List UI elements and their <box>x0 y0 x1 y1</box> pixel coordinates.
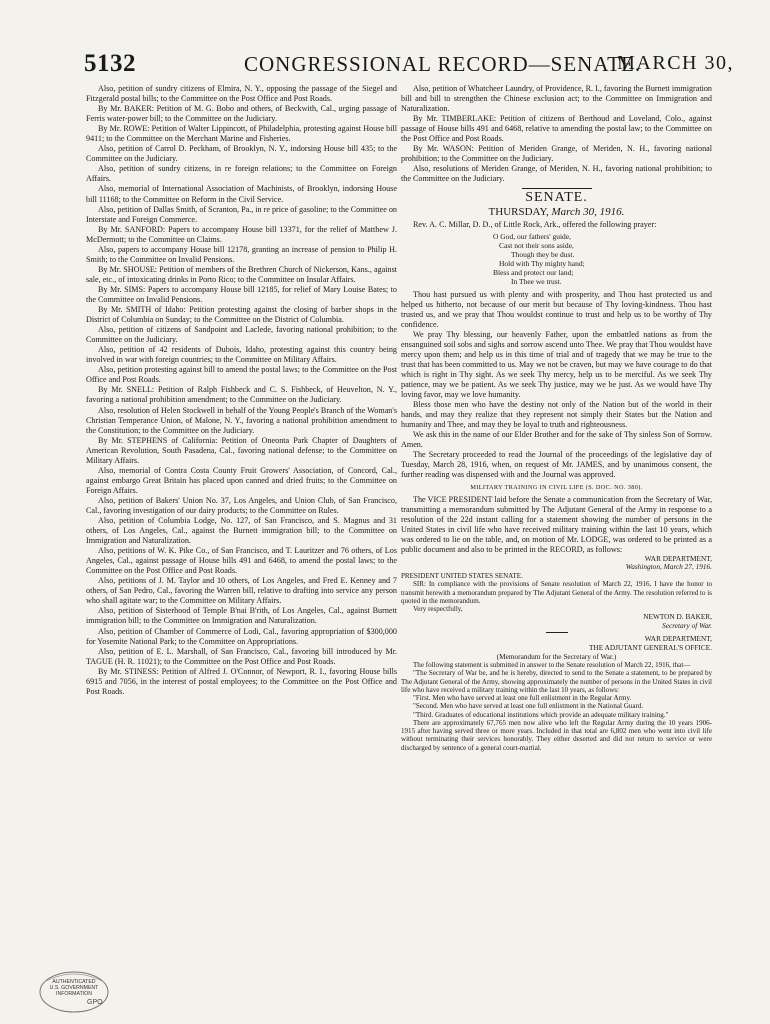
memo-office: THE ADJUTANT GENERAL'S OFFICE. <box>588 643 712 653</box>
petition-paragraph: Also, papers to accompany House bill 12178, granting an increase of pension to Philip H. Smith; to the Committee on Invalid Pensions. <box>86 244 397 264</box>
letter-signer-title <box>401 622 712 631</box>
memo-line: "Second. Men who have served at least one full enlistment in the National Guard. <box>413 702 644 711</box>
prayer-paragraph: We pray Thy blessing, our heavenly Father, upon the embattled nations as from the ensanguined soil sobs and sighs and sorrow ascend unto Thee. We pray that Thou wouldst have mercy upon them; and help us in this time of trial and of tragedy that we may be true to the trust that has been committed to us. May we not be craven, but may we have courage to do that which is right in Thy sight. As we seek Thy mercy, help us to be merciful. As we seek Thy patience, may we be patient. As we seek Thy justice, may we be just. As we would have Thy loving favor, may we love humanity. <box>401 329 712 400</box>
right-column <box>401 84 712 752</box>
verse-line: Hold with Thy mighty hand; <box>499 258 585 268</box>
senate-heading: SENATE. <box>525 190 588 206</box>
petition-paragraph: By Mr. SNELL: Petition of Ralph Fishbeck and C. S. Fishbeck, of Heuvelton, N. Y., favoring a national prohibition amendment; to the Committee on the Judiciary. <box>86 385 397 405</box>
petition-paragraph: Also, petition of sundry citizens, in re foreign relations; to the Committee on Foreign Affairs. <box>86 164 397 184</box>
seal-text: AUTHENTICATED U.S. GOVERNMENT INFORMATION <box>49 979 99 997</box>
letter-closing: Very respectfully, <box>413 605 463 614</box>
petition-paragraph: Also, petition of E. L. Marshall, of San Francisco, Cal., favoring bill introduced by Mr. TAGUE (H. R. 11021); to the Committee on the Post Office and Post Roads. <box>86 646 397 666</box>
petition-paragraph: By Mr. BAKER: Petition of M. G. Bobo and others, of Beckwith, Cal., urging passage of Ferris water-power bill; to the Committee on the Judiciary. <box>86 104 397 124</box>
prayer-paragraph: Bless those men who have the destiny not only of the Nation but of the world in their hands, and may they realize that they represent not simply their States but the Nation and humanity and Thee, and may they be loyal to truth and righteousness. <box>401 400 712 430</box>
verse-line: O God, our fathers' guide, <box>493 231 571 241</box>
petition-paragraph: Also, petition of Chamber of Commerce of Lodi, Cal., favoring appropriation of $300,000 for Yosemite National Park; to the Committee on Appropriations. <box>86 626 397 646</box>
petition-paragraph: By Mr. STEPHENS of California: Petition of Oneonta Park Chapter of Daughters of American Revolution, South Pasadena, Cal., favoring national defense; to the Committee on Military Affairs. <box>86 435 397 465</box>
petition-paragraph: By Mr. SMITH of Idaho: Petition protesting against the closing of barber shops in the District of Columbia on Sunday; to the Committee on the District of Columbia. <box>86 305 397 325</box>
prayer-paragraph: We ask this in the name of our Elder Brother and for the sake of Thy sinless Son of Sorrow. Amen. <box>401 430 712 450</box>
page-header <box>84 44 734 82</box>
letter-department: WAR DEPARTMENT, <box>644 553 712 563</box>
hymn-verse <box>493 232 712 286</box>
session-weekday: THURSDAY, <box>488 205 552 218</box>
journal-paragraph: The Secretary proceeded to read the Journal of the proceedings of the legislative day of Tuesday, March 28, 1916, when, on request of Mr. JAMES, and by unanimous consent, the further reading was dispensed with and the Journal was approved. <box>401 450 712 480</box>
petition-paragraph: By Mr. SANFORD: Papers to accompany House bill 13371, for the relief of Matthew J. McDermott; to the Committee on Claims. <box>86 224 397 244</box>
petition-paragraph: Also, memorial of International Association of Machinists, of Brooklyn, indorsing House bill 11168; to the Committee on Reform in the Civil Service. <box>86 184 397 204</box>
petition-paragraph: Also, petition of sundry citizens of Elmira, N. Y., opposing the passage of the Siegel and Fitzgerald postal bills; to the Committee on the Post Office and Post Roads. <box>86 84 397 104</box>
letter-body: SIR: In compliance with the provisions of Senate resolution of March 22, 1916, I have the honor to transmit herewith a memorandum prepared by The Adjutant General of the Army. The resolution referred to is quoted in the memorandum. <box>401 580 712 605</box>
prayer-paragraph: Thou hast pursued us with plenty and with prosperity, and Thou hast protected us and helped us hitherto, not because of our merit but because of Thy loving-kindness. Thou hast trusted us, and we pray that Thou wouldst continue to trust and help us to be worthy of Thy confidence. <box>401 289 712 329</box>
session-date <box>401 207 712 217</box>
letter-divider <box>546 632 568 633</box>
memo-line: There are approximately 67,765 men now alive who left the Regular Army during the 10 years 1906-1915 after having served three or more years. Included in that total are 6,802 men who went into civil life without terminating their services honorably. They either deserted and did not return to service or were discharged by sentence of a general court-martial. <box>401 718 712 752</box>
memo-title: (Memorandum for the Secretary of War.) <box>496 651 617 661</box>
memo-department: WAR DEPARTMENT, <box>644 634 712 644</box>
letter-place-date-text: Washington, March 27, 1916. <box>625 562 712 572</box>
secretary-letter <box>401 555 712 631</box>
adjutant-memorandum <box>401 635 712 752</box>
petition-paragraph: By Mr. TIMBERLAKE: Petition of citizens of Berthoud and Loveland, Colo., against passage of House bills 491 and 6468, relative to amending the postal law; to the Committee on the Post Office and Post Roads. <box>401 114 712 144</box>
petition-paragraph: Also, petitions of W. K. Pike Co., of San Francisco, and T. Lauritzer and 76 others, of Los Angeles, Cal., against passage of House bills 491 and 6468, to amend the postal laws; to the Committee on the Post Office and Post Roads. <box>86 546 397 576</box>
petition-paragraph: Also, resolutions of Meriden Grange, of Meriden, N. H., favoring national prohibition; to the Committee on the Judiciary. <box>401 164 712 184</box>
verse-line: Though they be dust. <box>511 249 575 259</box>
verse-line: Bless and protect our land; <box>493 267 574 277</box>
memo-line: The following statement is submitted in answer to the Senate resolution of March 22, 1916, that— <box>413 661 691 670</box>
gpo-mark: GPO <box>87 999 103 1006</box>
memo-line: "The Secretary of War be, and he is hereby, directed to send to the Senate a statement, to be prepared by The Adjutant General of the Army, showing approximately the number of persons in the United States in civil life who have received a military training within the last 10 years, as follows: <box>401 669 712 694</box>
session-date-italic: March 30, 1916. <box>551 205 625 218</box>
petition-paragraph: By Mr. WASON: Petition of Meriden Grange, of Meriden, N. H., favoring national prohibition; to the Committee on the Judiciary. <box>401 144 712 164</box>
petition-paragraph: Also, petition of Whatcheer Laundry, of Providence, R. I., favoring the Burnett immigration bill and bill to strengthen the Chinese exclusion act; to the Committee on Immigration and Naturalization. <box>401 84 712 114</box>
memo-line: "Third. Graduates of educational institutions which provide an adequate military training." <box>413 710 669 719</box>
petition-paragraph: By Mr. ROWE: Petition of Walter Lippincott, of Philadelphia, protesting against House bill 9411; to the Committee on the Merchant Marine and Fisheries. <box>86 124 397 144</box>
petition-paragraph: Also, petition of Carrol D. Peckham, of Brooklyn, N. Y., indorsing House bill 435; to the Committee on the Judiciary. <box>86 144 397 164</box>
petition-paragraph: Also, resolution of Helen Stockwell in behalf of the Young People's Branch of the Woman's Christian Temperance Union, of Malone, N. Y., favoring a national prohibition amendment to the Constitution; to the Committee on the Judiciary. <box>86 405 397 435</box>
petition-paragraph: Also, petition of 42 residents of Dubois, Idaho, protesting against this country being involved in war with foreign countries; to the Committee on Military Affairs. <box>86 345 397 365</box>
letter-signer: NEWTON D. BAKER, <box>643 612 712 622</box>
verse-line: Cast not their sons aside, <box>499 240 574 250</box>
memo-line: "First. Men who have served at least one full enlistment in the Regular Army. <box>413 694 632 703</box>
petition-paragraph: Also, petition of Sisterhood of Temple B'nai B'rith, of Los Angeles, Cal., against Burnett immigration bill; to the Committee on Immigration and Naturalization. <box>86 606 397 626</box>
left-column <box>86 84 397 697</box>
petition-paragraph: Also, petition of Bakers' Union No. 37, Los Angeles, and Union Club, of San Francisco, Cal., favoring investigation of our dairy products; to the Committee on Rules. <box>86 495 397 515</box>
petition-paragraph: Also, memorial of Contra Costa County Fruit Growers' Association, of Concord, Cal., against embargo Great Britain has placed upon canned and dried fruits; to the Committee on Foreign Affairs. <box>86 465 397 495</box>
vice-president-paragraph: The VICE PRESIDENT laid before the Senate a communication from the Secretary of War, transmitting a memorandum submitted by The Adjutant General of the Army in response to a resolution of the 22d instant calling for a statement showing the number of persons in the United States in civil life who have received military training within the last 10 years, which was ordered to lie on the table, and, on motion of Mr. LODGE, was ordered to be printed as a public document and also to be printed in the RECORD, as follows: <box>401 494 712 554</box>
letter-signer-title-text: Secretary of War. <box>662 620 712 630</box>
header-date: MARCH 30, <box>617 52 734 74</box>
petition-paragraph: By Mr. SHOUSE: Petition of members of the Brethren Church of Nickerson, Kans., against sale, etc., of intoxicating drinks in Porto Rico; to the Committee on Insular Affairs. <box>86 264 397 284</box>
petition-paragraph: Also, petitions of J. M. Taylor and 10 others, of Los Angeles, and Fred E. Kenney and 7 others, of San Pedro, Cal., favoring the Warren bill, relative to drafting into service any person who shall agitate war; to the Committee on Military Affairs. <box>86 576 397 606</box>
petition-paragraph: Also, petition of Columbia Lodge, No. 127, of San Francisco, and S. Magnus and 31 others, of Los Angeles, Cal., against the Burnett immigration bill; to the Committee on Immigration and Naturalization. <box>86 516 397 546</box>
petition-paragraph: Also, petition of Dallas Smith, of Scranton, Pa., in re price of gasoline; to the Committee on Interstate and Foreign Commerce. <box>86 204 397 224</box>
verse-line: In Thee we trust. <box>511 276 562 286</box>
section-divider <box>522 188 592 189</box>
petition-paragraph: By Mr. SIMS: Papers to accompany House bill 12185, for relief of Mary Louise Bates; to the Committee on Invalid Pensions. <box>86 284 397 304</box>
letter-addressee: PRESIDENT UNITED STATES SENATE. <box>401 572 523 581</box>
petition-paragraph: Also, petition protesting against bill to amend the postal laws; to the Committee on the Post Office and Post Roads. <box>86 365 397 385</box>
letter-place-date <box>401 563 712 572</box>
gpo-authentication-seal <box>38 968 128 1014</box>
petition-paragraph: By Mr. STINESS: Petition of Alfred J. O'Connor, of Newport, R. I., favoring House bills 6915 and 7056, in the interest of postal employees; to the Committee on the Post Office and Post Roads. <box>86 666 397 696</box>
petition-paragraph: Also, petition of citizens of Sandpoint and Laclede, favoring national prohibition; to the Committee on the Judiciary. <box>86 325 397 345</box>
prayer-intro: Rev. A. C. Millar, D. D., of Little Rock, Ark., offered the following prayer: <box>413 219 657 229</box>
military-training-heading: MILITARY TRAINING IN CIVIL LIFE (S. DOC. NO. 380). <box>470 483 643 491</box>
page-number: 5132 <box>84 50 136 77</box>
publication-title: CONGRESSIONAL RECORD—SENATE. <box>244 52 642 76</box>
